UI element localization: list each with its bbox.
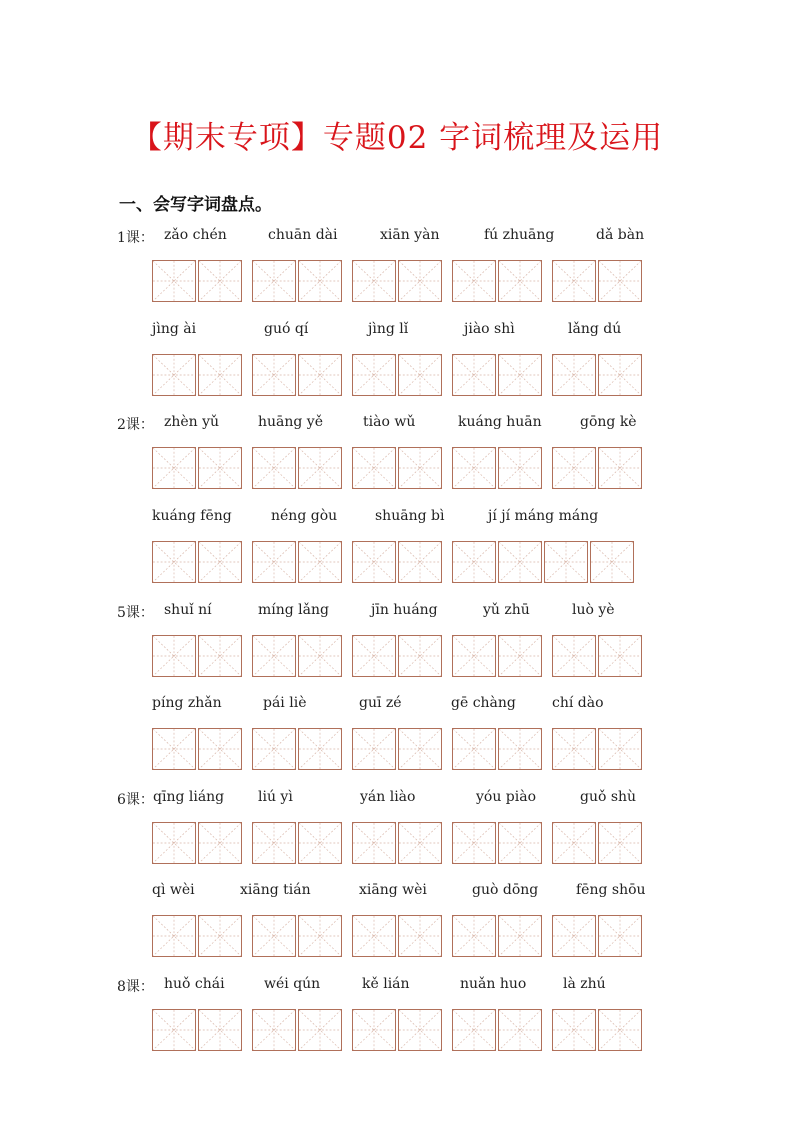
writing-grid-cell[interactable] bbox=[252, 1009, 296, 1051]
section-heading: 一、会写字词盘点。 bbox=[119, 195, 272, 215]
grid-guides bbox=[153, 542, 195, 582]
writing-grid-cell[interactable] bbox=[498, 447, 542, 489]
pinyin-word: wéi qún bbox=[264, 976, 321, 992]
grid-guides bbox=[453, 355, 495, 395]
grid-guides bbox=[453, 636, 495, 676]
pinyin-word: liú yì bbox=[258, 789, 293, 805]
grid-guides bbox=[499, 542, 541, 582]
writing-grid-cell[interactable] bbox=[352, 354, 396, 396]
writing-grid-cell[interactable] bbox=[398, 728, 442, 770]
grid-guides bbox=[599, 448, 641, 488]
writing-grid-cell[interactable] bbox=[398, 541, 442, 583]
writing-grid-cell[interactable] bbox=[152, 915, 196, 957]
pinyin-word: píng zhǎn bbox=[152, 695, 222, 711]
grid-guides bbox=[453, 729, 495, 769]
writing-grid-cell[interactable] bbox=[198, 822, 242, 864]
grid-guides bbox=[399, 823, 441, 863]
grid-guides bbox=[353, 542, 395, 582]
grid-guides bbox=[453, 448, 495, 488]
grid-guides bbox=[553, 355, 595, 395]
pinyin-word: kuáng huān bbox=[458, 414, 542, 430]
writing-grid-cell[interactable] bbox=[398, 822, 442, 864]
writing-grid-cell[interactable] bbox=[198, 915, 242, 957]
grid-guides bbox=[253, 355, 295, 395]
pinyin-word: qīng liáng bbox=[153, 789, 225, 805]
pinyin-word: míng lǎng bbox=[258, 602, 329, 618]
writing-grid-cell[interactable] bbox=[152, 822, 196, 864]
writing-grid-cell[interactable] bbox=[452, 1009, 496, 1051]
writing-grid-cell[interactable] bbox=[298, 541, 342, 583]
grid-guides bbox=[553, 636, 595, 676]
writing-grid-cell[interactable] bbox=[452, 260, 496, 302]
grid-guides bbox=[199, 448, 241, 488]
writing-grid-cell[interactable] bbox=[552, 915, 596, 957]
writing-grid-cell[interactable] bbox=[498, 915, 542, 957]
writing-grid-cell[interactable] bbox=[452, 354, 496, 396]
writing-grid-cell[interactable] bbox=[198, 635, 242, 677]
grid-guides bbox=[599, 636, 641, 676]
grid-guides bbox=[199, 542, 241, 582]
pinyin-word: dǎ bàn bbox=[596, 227, 645, 243]
grid-guides bbox=[299, 823, 341, 863]
writing-grid-cell[interactable] bbox=[452, 541, 496, 583]
pinyin-word: zhèn yǔ bbox=[164, 414, 220, 430]
writing-grid-cell[interactable] bbox=[352, 635, 396, 677]
grid-guides bbox=[153, 729, 195, 769]
pinyin-word: chuān dài bbox=[268, 227, 338, 243]
writing-grid-cell[interactable] bbox=[352, 541, 396, 583]
writing-grid-cell[interactable] bbox=[598, 915, 642, 957]
grid-guides bbox=[299, 916, 341, 956]
writing-grid-cell[interactable] bbox=[452, 635, 496, 677]
pinyin-word: xiān yàn bbox=[380, 227, 440, 243]
grid-guides bbox=[353, 636, 395, 676]
grid-guides bbox=[299, 542, 341, 582]
grid-guides bbox=[199, 1010, 241, 1050]
grid-guides bbox=[153, 355, 195, 395]
writing-grid-cell[interactable] bbox=[452, 447, 496, 489]
grid-guides bbox=[499, 729, 541, 769]
pinyin-word: gē chàng bbox=[451, 695, 516, 711]
grid-guides bbox=[399, 448, 441, 488]
grid-guides bbox=[153, 448, 195, 488]
grid-guides bbox=[153, 1010, 195, 1050]
grid-guides bbox=[253, 636, 295, 676]
writing-grid-cell[interactable] bbox=[352, 260, 396, 302]
grid-guides bbox=[499, 261, 541, 301]
grid-guides bbox=[299, 448, 341, 488]
writing-grid-cell[interactable] bbox=[498, 260, 542, 302]
writing-grid-cell[interactable] bbox=[398, 354, 442, 396]
pinyin-word: guǒ shù bbox=[580, 789, 637, 805]
writing-grid-cell[interactable] bbox=[552, 728, 596, 770]
pinyin-word: xiāng wèi bbox=[359, 882, 427, 898]
writing-grid-cell[interactable] bbox=[598, 728, 642, 770]
grid-guides bbox=[553, 823, 595, 863]
grid-guides bbox=[253, 542, 295, 582]
grid-guides bbox=[599, 916, 641, 956]
grid-guides bbox=[353, 1010, 395, 1050]
writing-grid-cell[interactable] bbox=[598, 1009, 642, 1051]
pinyin-word: lǎng dú bbox=[568, 321, 622, 337]
writing-grid-cell[interactable] bbox=[298, 260, 342, 302]
pinyin-word: yóu piào bbox=[476, 789, 537, 805]
writing-grid-cell[interactable] bbox=[452, 728, 496, 770]
writing-grid-cell[interactable] bbox=[498, 728, 542, 770]
pinyin-word: néng gòu bbox=[271, 508, 338, 524]
writing-grid-cell[interactable] bbox=[552, 354, 596, 396]
lesson-label: 5课： bbox=[117, 605, 154, 621]
writing-grid-cell[interactable] bbox=[298, 635, 342, 677]
pinyin-word: là zhú bbox=[563, 976, 606, 992]
grid-guides bbox=[199, 823, 241, 863]
page-title: 【期末专项】专题02 字词梳理及运用 bbox=[130, 120, 664, 156]
grid-guides bbox=[545, 542, 587, 582]
lesson-label: 6课： bbox=[117, 792, 154, 808]
grid-guides bbox=[399, 729, 441, 769]
lesson-label: 8课： bbox=[117, 979, 154, 995]
pinyin-word: jīn huáng bbox=[371, 602, 438, 618]
grid-guides bbox=[399, 1010, 441, 1050]
writing-grid-cell[interactable] bbox=[398, 635, 442, 677]
grid-guides bbox=[499, 823, 541, 863]
pinyin-word: jìng ài bbox=[152, 321, 197, 337]
grid-guides bbox=[153, 823, 195, 863]
grid-guides bbox=[253, 261, 295, 301]
writing-grid-cell[interactable] bbox=[552, 260, 596, 302]
writing-grid-cell[interactable] bbox=[452, 822, 496, 864]
grid-guides bbox=[253, 448, 295, 488]
writing-grid-cell[interactable] bbox=[498, 1009, 542, 1051]
grid-guides bbox=[253, 1010, 295, 1050]
grid-guides bbox=[553, 729, 595, 769]
grid-guides bbox=[599, 823, 641, 863]
grid-guides bbox=[499, 1010, 541, 1050]
grid-guides bbox=[553, 1010, 595, 1050]
grid-guides bbox=[299, 636, 341, 676]
grid-guides bbox=[599, 1010, 641, 1050]
grid-guides bbox=[599, 729, 641, 769]
writing-grid-cell[interactable] bbox=[152, 260, 196, 302]
writing-grid-cell[interactable] bbox=[598, 635, 642, 677]
writing-grid-cell[interactable] bbox=[252, 728, 296, 770]
pinyin-word: kuáng fēng bbox=[152, 508, 232, 524]
writing-grid-cell[interactable] bbox=[498, 635, 542, 677]
pinyin-word: huāng yě bbox=[258, 414, 324, 430]
grid-guides bbox=[153, 261, 195, 301]
grid-guides bbox=[299, 355, 341, 395]
grid-guides bbox=[299, 261, 341, 301]
pinyin-word: nuǎn huo bbox=[460, 976, 527, 992]
grid-guides bbox=[199, 729, 241, 769]
grid-guides bbox=[253, 823, 295, 863]
grid-guides bbox=[499, 916, 541, 956]
writing-grid-cell[interactable] bbox=[552, 822, 596, 864]
writing-grid-cell[interactable] bbox=[598, 354, 642, 396]
writing-grid-cell[interactable] bbox=[352, 822, 396, 864]
writing-grid-cell[interactable] bbox=[252, 541, 296, 583]
pinyin-word: pái liè bbox=[263, 695, 307, 711]
writing-grid-cell[interactable] bbox=[198, 260, 242, 302]
writing-grid-cell[interactable] bbox=[198, 541, 242, 583]
grid-guides bbox=[353, 916, 395, 956]
writing-grid-cell[interactable] bbox=[498, 354, 542, 396]
lesson-label: 1课： bbox=[117, 230, 154, 246]
grid-guides bbox=[153, 916, 195, 956]
writing-grid-cell[interactable] bbox=[452, 915, 496, 957]
writing-grid-cell[interactable] bbox=[152, 728, 196, 770]
writing-grid-cell[interactable] bbox=[398, 260, 442, 302]
writing-grid-cell[interactable] bbox=[298, 822, 342, 864]
writing-grid-cell[interactable] bbox=[252, 260, 296, 302]
grid-guides bbox=[299, 1010, 341, 1050]
writing-grid-cell[interactable] bbox=[252, 354, 296, 396]
pinyin-word: chí dào bbox=[552, 695, 604, 711]
grid-guides bbox=[353, 448, 395, 488]
grid-guides bbox=[353, 355, 395, 395]
writing-grid-cell[interactable] bbox=[298, 447, 342, 489]
writing-grid-cell[interactable] bbox=[252, 822, 296, 864]
pinyin-word: jiào shì bbox=[464, 321, 515, 337]
writing-grid-cell[interactable] bbox=[498, 822, 542, 864]
grid-guides bbox=[199, 355, 241, 395]
pinyin-word: gōng kè bbox=[580, 414, 637, 430]
lesson-label: 2课： bbox=[117, 417, 154, 433]
writing-grid-cell[interactable] bbox=[152, 1009, 196, 1051]
writing-grid-cell[interactable] bbox=[198, 1009, 242, 1051]
pinyin-word: guī zé bbox=[359, 695, 402, 711]
grid-guides bbox=[253, 729, 295, 769]
grid-guides bbox=[399, 355, 441, 395]
writing-grid-cell[interactable] bbox=[252, 915, 296, 957]
writing-grid-cell[interactable] bbox=[590, 541, 634, 583]
pinyin-word: jìng lǐ bbox=[368, 321, 409, 337]
grid-guides bbox=[499, 448, 541, 488]
pinyin-word: tiào wǔ bbox=[363, 414, 416, 430]
grid-guides bbox=[553, 261, 595, 301]
writing-grid-cell[interactable] bbox=[152, 635, 196, 677]
grid-guides bbox=[353, 823, 395, 863]
grid-guides bbox=[353, 261, 395, 301]
grid-guides bbox=[199, 916, 241, 956]
pinyin-word: luò yè bbox=[572, 602, 615, 618]
grid-guides bbox=[599, 261, 641, 301]
pinyin-word: guò dōng bbox=[472, 882, 539, 898]
grid-guides bbox=[553, 916, 595, 956]
writing-grid-cell[interactable] bbox=[552, 635, 596, 677]
grid-guides bbox=[399, 542, 441, 582]
grid-guides bbox=[499, 636, 541, 676]
writing-grid-cell[interactable] bbox=[298, 1009, 342, 1051]
grid-guides bbox=[499, 355, 541, 395]
pinyin-word: kě lián bbox=[362, 976, 410, 992]
grid-guides bbox=[453, 261, 495, 301]
writing-grid-cell[interactable] bbox=[398, 915, 442, 957]
pinyin-word: shuāng bì bbox=[375, 508, 445, 524]
grid-guides bbox=[299, 729, 341, 769]
writing-grid-cell[interactable] bbox=[552, 447, 596, 489]
writing-grid-cell[interactable] bbox=[298, 354, 342, 396]
grid-guides bbox=[199, 636, 241, 676]
writing-grid-cell[interactable] bbox=[352, 447, 396, 489]
writing-grid-cell[interactable] bbox=[152, 541, 196, 583]
pinyin-word: zǎo chén bbox=[164, 227, 227, 243]
grid-guides bbox=[453, 823, 495, 863]
writing-grid-cell[interactable] bbox=[252, 447, 296, 489]
pinyin-word: yán liào bbox=[360, 789, 416, 805]
writing-grid-cell[interactable] bbox=[544, 541, 588, 583]
writing-grid-cell[interactable] bbox=[352, 728, 396, 770]
writing-grid-cell[interactable] bbox=[298, 728, 342, 770]
writing-grid-cell[interactable] bbox=[152, 354, 196, 396]
grid-guides bbox=[253, 916, 295, 956]
pinyin-word: fēng shōu bbox=[576, 882, 646, 898]
writing-grid-cell[interactable] bbox=[552, 1009, 596, 1051]
grid-guides bbox=[553, 448, 595, 488]
writing-grid-cell[interactable] bbox=[352, 1009, 396, 1051]
grid-guides bbox=[453, 542, 495, 582]
pinyin-word: shuǐ ní bbox=[164, 602, 212, 618]
writing-grid-cell[interactable] bbox=[398, 1009, 442, 1051]
writing-grid-cell[interactable] bbox=[198, 354, 242, 396]
writing-grid-cell[interactable] bbox=[252, 635, 296, 677]
grid-guides bbox=[453, 916, 495, 956]
writing-grid-cell[interactable] bbox=[198, 447, 242, 489]
writing-grid-cell[interactable] bbox=[598, 822, 642, 864]
pinyin-word: guó qí bbox=[264, 321, 309, 337]
writing-grid-cell[interactable] bbox=[498, 541, 542, 583]
pinyin-word: fú zhuāng bbox=[484, 227, 555, 243]
pinyin-word: huǒ chái bbox=[164, 976, 225, 992]
grid-guides bbox=[353, 729, 395, 769]
writing-grid-cell[interactable] bbox=[598, 447, 642, 489]
grid-guides bbox=[453, 1010, 495, 1050]
grid-guides bbox=[399, 636, 441, 676]
grid-guides bbox=[399, 916, 441, 956]
writing-grid-cell[interactable] bbox=[398, 447, 442, 489]
pinyin-word: qì wèi bbox=[152, 882, 195, 898]
writing-grid-cell[interactable] bbox=[198, 728, 242, 770]
pinyin-word: yǔ zhū bbox=[483, 602, 530, 618]
grid-guides bbox=[591, 542, 633, 582]
writing-grid-cell[interactable] bbox=[298, 915, 342, 957]
grid-guides bbox=[199, 261, 241, 301]
writing-grid-cell[interactable] bbox=[152, 447, 196, 489]
pinyin-word: jí jí máng máng bbox=[488, 508, 599, 524]
grid-guides bbox=[599, 355, 641, 395]
grid-guides bbox=[153, 636, 195, 676]
pinyin-word: xiāng tián bbox=[240, 882, 311, 898]
grid-guides bbox=[399, 261, 441, 301]
writing-grid-cell[interactable] bbox=[598, 260, 642, 302]
writing-grid-cell[interactable] bbox=[352, 915, 396, 957]
